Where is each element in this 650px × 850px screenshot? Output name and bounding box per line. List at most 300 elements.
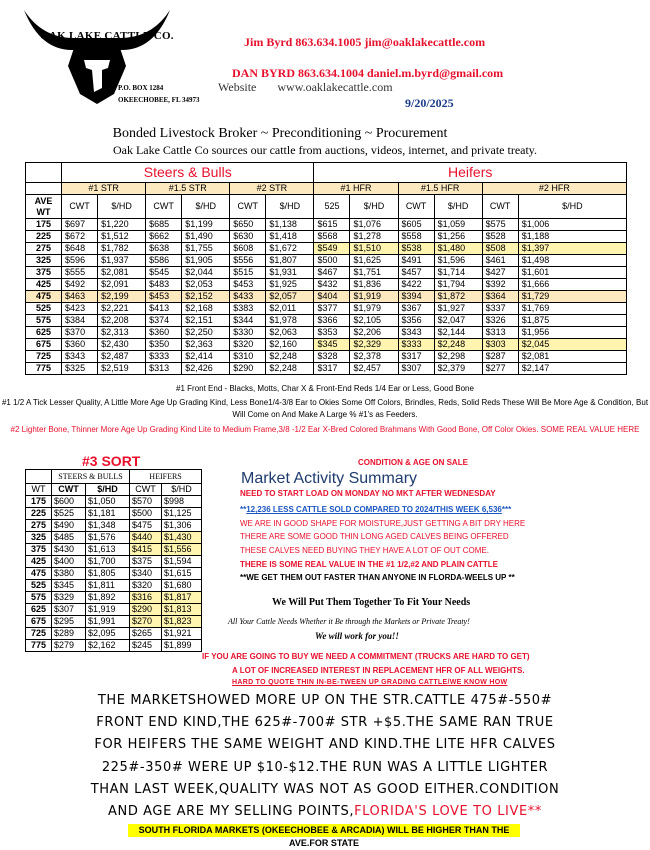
price-cell: $289 bbox=[52, 628, 86, 640]
price-cell: $1,348 bbox=[86, 520, 130, 532]
price-cell: $1,794 bbox=[434, 279, 482, 291]
price-cell: $430 bbox=[52, 544, 86, 556]
price-cell: $320 bbox=[130, 580, 162, 592]
price-cell: $307 bbox=[52, 604, 86, 616]
table-row bbox=[26, 556, 202, 568]
price-cell: $1,769 bbox=[518, 303, 626, 315]
weight-cell: 675 bbox=[26, 339, 62, 351]
table-row bbox=[26, 243, 627, 255]
price-cell: $2,329 bbox=[350, 339, 398, 351]
your-cattle-note: All Your Cattle Needs Whether it Be through the Markets or Private Treaty! bbox=[228, 617, 470, 626]
price-cell: $575 bbox=[482, 219, 518, 231]
corner-cell bbox=[26, 163, 62, 183]
price-cell: $380 bbox=[52, 568, 86, 580]
price-cell: $1,979 bbox=[350, 303, 398, 315]
price-cell: $1,927 bbox=[434, 303, 482, 315]
market-line: THERE ARE SOME GOOD THIN LONG AGED CALVES BEING OFFERED bbox=[240, 532, 509, 541]
weight-cell: 625 bbox=[26, 327, 62, 339]
market-line: THESE CALVES NEED BUYING THEY HAVE A LOT OF OUT COME. bbox=[240, 546, 489, 555]
price-cell: $549 bbox=[314, 243, 350, 255]
price-cell: $427 bbox=[482, 267, 518, 279]
col-header: $/HD bbox=[350, 195, 398, 219]
price-cell: $2,298 bbox=[434, 351, 482, 363]
price-cell: $1,199 bbox=[182, 219, 230, 231]
col-header: $/HD bbox=[518, 195, 626, 219]
wt-header: AVE WT bbox=[26, 195, 62, 219]
price-cell: $330 bbox=[230, 327, 266, 339]
price-cell: $1,006 bbox=[518, 219, 626, 231]
table-row bbox=[26, 604, 202, 616]
table-row bbox=[26, 303, 627, 315]
report-line: FOR HEIFERS THE SAME WEIGHT AND KIND.THE LITE HFR CALVES bbox=[94, 737, 556, 752]
hard-to-quote-note: HARD TO QUOTE THIN IN-BE-TWEEN UP GRADING CATTLE/WE KNOW HOW bbox=[232, 679, 508, 686]
price-cell: $662 bbox=[146, 231, 182, 243]
price-cell: $394 bbox=[398, 291, 434, 303]
col-header: 525 bbox=[314, 195, 350, 219]
price-cell: $1,625 bbox=[350, 255, 398, 267]
price-cell: $1,125 bbox=[162, 508, 202, 520]
website-line bbox=[218, 80, 393, 95]
price-cell: $370 bbox=[62, 327, 98, 339]
price-cell: $2,206 bbox=[350, 327, 398, 339]
col-header: $/HD bbox=[98, 195, 146, 219]
sort3-corner bbox=[26, 470, 52, 484]
price-cell: $1,892 bbox=[86, 592, 130, 604]
price-cell: $2,199 bbox=[98, 291, 146, 303]
market-line-cattle-sold bbox=[240, 505, 511, 515]
together-heading: We Will Put Them Together To Fit Your Needs bbox=[272, 597, 471, 608]
price-cell: $461 bbox=[482, 255, 518, 267]
price-cell: $333 bbox=[146, 351, 182, 363]
weight-cell: 475 bbox=[26, 291, 62, 303]
table-row bbox=[26, 520, 202, 532]
price-cell: $1,613 bbox=[86, 544, 130, 556]
table-row bbox=[26, 255, 627, 267]
price-cell: $307 bbox=[398, 363, 434, 375]
price-cell: $1,680 bbox=[162, 580, 202, 592]
weight-cell: 275 bbox=[26, 520, 52, 532]
website-link[interactable]: www.oaklakecattle.com bbox=[277, 80, 393, 94]
company-name: OAK LAKE CATTLE CO. bbox=[40, 30, 174, 42]
price-cell: $366 bbox=[314, 315, 350, 327]
price-cell: $672 bbox=[62, 231, 98, 243]
market-line: NEED TO START LOAD ON MONDAY NO MKT AFTER WEDNESDAY bbox=[240, 489, 496, 498]
price-cell: $2,057 bbox=[266, 291, 314, 303]
price-cell: $453 bbox=[230, 279, 266, 291]
price-cell: $2,221 bbox=[98, 303, 146, 315]
website-label: Website bbox=[218, 80, 257, 94]
price-cell: $2,063 bbox=[266, 327, 314, 339]
table-row bbox=[26, 532, 202, 544]
price-cell: $2,487 bbox=[98, 351, 146, 363]
price-cell: $1,978 bbox=[266, 315, 314, 327]
price-cell: $1,490 bbox=[182, 231, 230, 243]
price-cell: $650 bbox=[230, 219, 266, 231]
price-cell: $392 bbox=[482, 279, 518, 291]
price-cell: $490 bbox=[52, 520, 86, 532]
steers-header: Steers & Bulls bbox=[62, 163, 314, 183]
price-cell: $1,919 bbox=[86, 604, 130, 616]
price-cell: $374 bbox=[146, 315, 182, 327]
price-cell: $2,144 bbox=[434, 327, 482, 339]
price-cell: $2,363 bbox=[182, 339, 230, 351]
price-cell: $1,076 bbox=[350, 219, 398, 231]
price-cell: $279 bbox=[52, 640, 86, 652]
col-header: CWT bbox=[482, 195, 518, 219]
price-cell: $360 bbox=[146, 327, 182, 339]
price-cell: $2,250 bbox=[182, 327, 230, 339]
price-cell: $1,782 bbox=[98, 243, 146, 255]
price-table bbox=[25, 162, 627, 375]
contact-dan: DAN BYRD 863.634.1004 daniel.m.byrd@gmail.com bbox=[232, 66, 504, 80]
price-cell: $2,081 bbox=[518, 351, 626, 363]
table-row bbox=[26, 592, 202, 604]
price-cell: $1,050 bbox=[86, 496, 130, 508]
weight-cell: 375 bbox=[26, 544, 52, 556]
market-line: **WE GET THEM OUT FASTER THAN ANYONE IN FLORDA-WEELS UP ** bbox=[240, 573, 515, 582]
price-cell: $1,498 bbox=[518, 255, 626, 267]
price-cell: $1,430 bbox=[162, 532, 202, 544]
table-row bbox=[26, 580, 202, 592]
table-row bbox=[26, 219, 627, 231]
sort3-col-header: CWT bbox=[130, 484, 162, 496]
price-cell: $1,823 bbox=[162, 616, 202, 628]
price-cell: $1,755 bbox=[182, 243, 230, 255]
stars-open: ** bbox=[240, 505, 247, 514]
price-cell: $525 bbox=[52, 508, 86, 520]
price-cell: $2,379 bbox=[434, 363, 482, 375]
weight-cell: 575 bbox=[26, 315, 62, 327]
price-cell: $1,937 bbox=[98, 255, 146, 267]
price-cell: $500 bbox=[130, 508, 162, 520]
price-cell: $528 bbox=[482, 231, 518, 243]
grade-2-description: #2 Lighter Bone, Thinner More Age Up Grading Kind Lite to Medium Frame,3/8 -1/2 Ear X-Bred Colored Brahmans With Good Bone, Off Color Okies. SOME REAL VALUE HERE bbox=[10, 425, 640, 434]
condition-note: CONDITION & AGE ON SALE bbox=[358, 458, 468, 467]
price-cell: $1,919 bbox=[350, 291, 398, 303]
weight-cell: 725 bbox=[26, 628, 52, 640]
weight-cell: 625 bbox=[26, 604, 52, 616]
report-line: FRONT END KIND,THE 625#-700# STR +$5.THE SAME RAN TRUE bbox=[96, 715, 554, 730]
price-cell: $491 bbox=[398, 255, 434, 267]
sub-header: #1 HFR bbox=[314, 183, 398, 195]
price-cell: $1,220 bbox=[98, 219, 146, 231]
col-header: $/HD bbox=[266, 195, 314, 219]
price-cell: $467 bbox=[314, 267, 350, 279]
price-cell: $1,811 bbox=[86, 580, 130, 592]
price-cell: $2,313 bbox=[98, 327, 146, 339]
price-cell: $586 bbox=[146, 255, 182, 267]
weight-cell: 225 bbox=[26, 231, 62, 243]
price-cell: $556 bbox=[230, 255, 266, 267]
price-cell: $998 bbox=[162, 496, 202, 508]
price-cell: $685 bbox=[146, 219, 182, 231]
price-cell: $325 bbox=[62, 363, 98, 375]
price-cell: $2,208 bbox=[98, 315, 146, 327]
price-cell: $2,378 bbox=[350, 351, 398, 363]
price-cell: $2,045 bbox=[518, 339, 626, 351]
price-cell: $2,081 bbox=[98, 267, 146, 279]
price-cell: $596 bbox=[62, 255, 98, 267]
col-header: CWT bbox=[62, 195, 98, 219]
stars-close: *** bbox=[501, 505, 512, 514]
price-cell: $1,836 bbox=[350, 279, 398, 291]
col-header: CWT bbox=[230, 195, 266, 219]
price-cell: $440 bbox=[130, 532, 162, 544]
report-line bbox=[0, 804, 650, 819]
price-cell: $423 bbox=[62, 303, 98, 315]
report-line: THE MARKETSHOWED MORE UP ON THE STR.CATTLE 475#-550# bbox=[97, 693, 553, 708]
sub-header: #2 HFR bbox=[482, 183, 626, 195]
price-cell: $600 bbox=[52, 496, 86, 508]
price-cell: $345 bbox=[314, 339, 350, 351]
subline: Oak Lake Cattle Co sources our cattle from auctions, videos, internet, and private treaty. bbox=[112, 143, 538, 157]
price-cell: $377 bbox=[314, 303, 350, 315]
price-cell: $1,188 bbox=[518, 231, 626, 243]
sort3-title: #3 SORT bbox=[82, 453, 141, 469]
table-row bbox=[26, 544, 202, 556]
table-row bbox=[26, 279, 627, 291]
weight-cell: 775 bbox=[26, 640, 52, 652]
sort3-col-header: CWT bbox=[52, 484, 86, 496]
price-cell: $287 bbox=[482, 351, 518, 363]
price-cell: $329 bbox=[52, 592, 86, 604]
price-cell: $2,047 bbox=[434, 315, 482, 327]
price-cell: $364 bbox=[482, 291, 518, 303]
price-cell: $457 bbox=[398, 267, 434, 279]
price-cell: $1,418 bbox=[266, 231, 314, 243]
price-cell: $2,248 bbox=[266, 351, 314, 363]
commitment-note: IF YOU ARE GOING TO BUY WE NEED A COMMITMENT (TRUCKS ARE HARD TO GET) bbox=[202, 652, 530, 661]
price-cell: $316 bbox=[130, 592, 162, 604]
weight-cell: 175 bbox=[26, 496, 52, 508]
oak-lake-logo bbox=[22, 8, 172, 108]
price-cell: $2,248 bbox=[434, 339, 482, 351]
price-cell: $1,729 bbox=[518, 291, 626, 303]
price-cell: $1,576 bbox=[86, 532, 130, 544]
price-cell: $2,147 bbox=[518, 363, 626, 375]
price-cell: $2,011 bbox=[266, 303, 314, 315]
price-cell: $2,091 bbox=[98, 279, 146, 291]
price-cell: $605 bbox=[398, 219, 434, 231]
price-cell: $343 bbox=[398, 327, 434, 339]
price-cell: $2,044 bbox=[182, 267, 230, 279]
price-cell: $1,991 bbox=[86, 616, 130, 628]
price-cell: $432 bbox=[314, 279, 350, 291]
price-cell: $270 bbox=[130, 616, 162, 628]
price-cell: $310 bbox=[230, 351, 266, 363]
price-cell: $2,248 bbox=[266, 363, 314, 375]
report-line: THAN LAST WEEK,QUALITY WAS NOT AS GOOD EITHER.CONDITION bbox=[90, 782, 560, 797]
price-cell: $326 bbox=[482, 315, 518, 327]
sort3-steers-header: STEERS & BULLS bbox=[52, 470, 130, 484]
price-cell: $1,601 bbox=[518, 267, 626, 279]
market-line: WE ARE IN GOOD SHAPE FOR MOISTURE,JUST GETTING A BIT DRY HERE bbox=[240, 519, 526, 528]
table-row bbox=[26, 568, 202, 580]
table-row bbox=[26, 508, 202, 520]
price-cell: $463 bbox=[62, 291, 98, 303]
price-cell: $453 bbox=[146, 291, 182, 303]
price-cell: $422 bbox=[398, 279, 434, 291]
price-cell: $500 bbox=[314, 255, 350, 267]
price-cell: $508 bbox=[482, 243, 518, 255]
price-cell: $492 bbox=[62, 279, 98, 291]
report-date: 9/20/2025 bbox=[405, 96, 454, 110]
price-cell: $313 bbox=[482, 327, 518, 339]
sort3-table bbox=[25, 469, 202, 652]
price-cell: $697 bbox=[62, 219, 98, 231]
price-cell: $1,138 bbox=[266, 219, 314, 231]
report-line: 225#-350# WERE UP $10-$12.THE RUN WAS A LITTLE LIGHTER bbox=[101, 760, 549, 775]
price-cell: $1,596 bbox=[434, 255, 482, 267]
table-row bbox=[26, 339, 627, 351]
price-cell: $344 bbox=[230, 315, 266, 327]
weight-cell: 675 bbox=[26, 616, 52, 628]
price-cell: $1,899 bbox=[162, 640, 202, 652]
replacement-hfr-note: A LOT OF INCREASED INTEREST IN REPLACEMENT HFR OF ALL WEIGHTS. bbox=[232, 666, 525, 675]
sub-header: #1.5 STR bbox=[146, 183, 230, 195]
south-florida-banner: SOUTH FLORIDA MARKETS (OKEECHOBEE & ARCADIA) WILL BE HIGHER THAN THE AVE.FOR STATE bbox=[128, 824, 520, 837]
col-header: $/HD bbox=[434, 195, 482, 219]
price-cell: $290 bbox=[130, 604, 162, 616]
price-cell: $1,278 bbox=[350, 231, 398, 243]
price-cell: $1,813 bbox=[162, 604, 202, 616]
price-cell: $367 bbox=[398, 303, 434, 315]
weight-cell: 425 bbox=[26, 279, 62, 291]
price-cell: $568 bbox=[314, 231, 350, 243]
price-cell: $545 bbox=[146, 267, 182, 279]
price-cell: $265 bbox=[130, 628, 162, 640]
price-cell: $404 bbox=[314, 291, 350, 303]
weight-cell: 225 bbox=[26, 508, 52, 520]
price-cell: $1,817 bbox=[162, 592, 202, 604]
price-cell: $2,105 bbox=[350, 315, 398, 327]
weight-cell: 725 bbox=[26, 351, 62, 363]
price-cell: $1,875 bbox=[518, 315, 626, 327]
price-cell: $630 bbox=[230, 231, 266, 243]
price-cell: $337 bbox=[482, 303, 518, 315]
price-cell: $320 bbox=[230, 339, 266, 351]
price-cell: $383 bbox=[230, 303, 266, 315]
wt-sub-cell bbox=[26, 183, 62, 195]
price-cell: $356 bbox=[398, 315, 434, 327]
price-cell: $1,872 bbox=[434, 291, 482, 303]
weight-cell: 525 bbox=[26, 303, 62, 315]
price-cell: $303 bbox=[482, 339, 518, 351]
price-cell: $2,151 bbox=[182, 315, 230, 327]
market-line: THERE IS SOME REAL VALUE IN THE #1 1/2,#2 AND PLAIN CATTLE bbox=[240, 560, 498, 569]
price-cell: $1,594 bbox=[162, 556, 202, 568]
price-cell: $483 bbox=[146, 279, 182, 291]
price-cell: $2,160 bbox=[266, 339, 314, 351]
price-cell: $2,053 bbox=[182, 279, 230, 291]
price-cell: $245 bbox=[130, 640, 162, 652]
price-cell: $295 bbox=[52, 616, 86, 628]
price-cell: $384 bbox=[62, 315, 98, 327]
sort3-col-header: $/HD bbox=[86, 484, 130, 496]
price-cell: $1,805 bbox=[86, 568, 130, 580]
price-cell: $350 bbox=[146, 339, 182, 351]
price-cell: $415 bbox=[130, 544, 162, 556]
price-cell: $1,751 bbox=[350, 267, 398, 279]
price-cell: $1,512 bbox=[98, 231, 146, 243]
price-cell: $317 bbox=[398, 351, 434, 363]
price-cell: $1,397 bbox=[518, 243, 626, 255]
price-cell: $2,519 bbox=[98, 363, 146, 375]
price-cell: $277 bbox=[482, 363, 518, 375]
price-cell: $1,059 bbox=[434, 219, 482, 231]
price-cell: $2,095 bbox=[86, 628, 130, 640]
price-cell: $615 bbox=[314, 219, 350, 231]
cattle-sold-text: 12,236 LESS CATTLE SOLD COMPARED TO 2024/THIS WEEK 6,536 bbox=[246, 505, 502, 514]
price-cell: $1,556 bbox=[162, 544, 202, 556]
sort3-col-header: $/HD bbox=[162, 484, 202, 496]
table-row bbox=[26, 351, 627, 363]
price-cell: $1,925 bbox=[266, 279, 314, 291]
price-cell: $1,807 bbox=[266, 255, 314, 267]
price-cell: $1,714 bbox=[434, 267, 482, 279]
col-header: $/HD bbox=[182, 195, 230, 219]
price-cell: $2,430 bbox=[98, 339, 146, 351]
weight-cell: 775 bbox=[26, 363, 62, 375]
florida-love-text: FLORIDA'S LOVE TO LIVE** bbox=[354, 804, 542, 819]
price-cell: $558 bbox=[398, 231, 434, 243]
price-cell: $1,480 bbox=[434, 243, 482, 255]
table-row bbox=[26, 291, 627, 303]
price-cell: $360 bbox=[62, 339, 98, 351]
price-cell: $317 bbox=[314, 363, 350, 375]
price-cell: $538 bbox=[398, 243, 434, 255]
table-row bbox=[26, 640, 202, 652]
table-row bbox=[26, 315, 627, 327]
price-cell: $1,306 bbox=[162, 520, 202, 532]
market-summary-title: Market Activity Summary bbox=[241, 470, 418, 487]
price-cell: $333 bbox=[398, 339, 434, 351]
table-row bbox=[26, 363, 627, 375]
table-row bbox=[26, 628, 202, 640]
price-cell: $2,168 bbox=[182, 303, 230, 315]
price-cell: $1,700 bbox=[86, 556, 130, 568]
price-cell: $1,256 bbox=[434, 231, 482, 243]
price-cell: $1,615 bbox=[162, 568, 202, 580]
price-cell: $638 bbox=[146, 243, 182, 255]
table-row bbox=[26, 616, 202, 628]
grade-1-description: #1 Front End - Blacks, Motts, Char X & Front-End Reds 1/4 Ear or Less, Good Bone bbox=[176, 384, 474, 393]
price-cell: $340 bbox=[130, 568, 162, 580]
price-cell: $515 bbox=[230, 267, 266, 279]
price-cell: $400 bbox=[52, 556, 86, 568]
price-cell: $433 bbox=[230, 291, 266, 303]
po-city: OKEECHOBEE, FL 34973 bbox=[118, 96, 200, 104]
sub-header: #1.5 HFR bbox=[398, 183, 482, 195]
price-cell: $485 bbox=[52, 532, 86, 544]
price-cell: $1,672 bbox=[266, 243, 314, 255]
tagline: Bonded Livestock Broker ~ Preconditioning ~ Procurement bbox=[112, 126, 448, 141]
sub-header: #2 STR bbox=[230, 183, 314, 195]
weight-cell: 425 bbox=[26, 556, 52, 568]
price-cell: $2,457 bbox=[350, 363, 398, 375]
price-cell: $2,152 bbox=[182, 291, 230, 303]
price-cell: $343 bbox=[62, 351, 98, 363]
price-cell: $1,956 bbox=[518, 327, 626, 339]
col-header: CWT bbox=[398, 195, 434, 219]
price-cell: $648 bbox=[62, 243, 98, 255]
price-cell: $345 bbox=[52, 580, 86, 592]
col-header: CWT bbox=[146, 195, 182, 219]
table-row bbox=[26, 496, 202, 508]
weight-cell: 325 bbox=[26, 532, 52, 544]
sort3-wt-header: WT bbox=[26, 484, 52, 496]
table-row bbox=[26, 267, 627, 279]
